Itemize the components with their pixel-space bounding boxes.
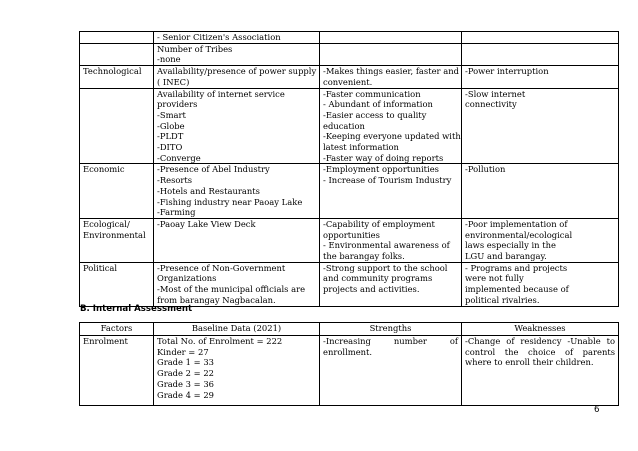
baseline-cell (154, 66, 320, 88)
factor-cell (80, 218, 154, 262)
cell-line: Grade 2 = 22 (157, 368, 214, 379)
cell-line: -Converge (157, 152, 201, 163)
header-weaknesses: Weaknesses (462, 323, 619, 336)
cell-line: convenient. (323, 76, 373, 87)
cell-line: -Presence of Abel Industry (157, 164, 270, 175)
baseline-cell (154, 262, 320, 306)
table-row (80, 32, 619, 44)
cell-line: -Hotels and Restaurants (157, 185, 260, 196)
cell-line: projects and activities. (323, 284, 420, 295)
cell-line: -Globe (157, 120, 185, 131)
factor-label: Technological (83, 66, 142, 77)
cell-line: -Paoay Lake View Deck (157, 218, 256, 229)
cell-line: Availability of internet service (157, 88, 285, 99)
table-row (80, 262, 619, 306)
strengths-cell (320, 88, 462, 164)
weaknesses-cell (462, 88, 619, 164)
cell-line: implemented because of (465, 284, 569, 295)
cell-line: -Smart (157, 109, 186, 120)
cell-line: - Senior Citizen's Association (157, 32, 281, 42)
cell-line: - Increase of Tourism Industry (323, 175, 452, 186)
cell-line: -Most of the municipal officials are (157, 284, 306, 295)
cell-line: and community programs (323, 273, 433, 284)
internal-assessment-table (79, 322, 619, 406)
cell-line: the barangay folks. (323, 251, 405, 262)
cell-line: -Resorts (157, 175, 193, 186)
cell-line: connectivity (465, 99, 517, 110)
cell-line: -none (157, 54, 181, 65)
cell-line: LGU and barangay. (465, 251, 547, 262)
weaknesses-cell: -Change of residency -Unable to control the choice of parents where to enroll their children. (462, 336, 619, 406)
table-row (80, 164, 619, 219)
table-row (80, 336, 619, 406)
table-header-row (80, 323, 619, 336)
strengths-cell: -Increasing number of enrollment. (320, 336, 462, 406)
cell-line: -Easier access to quality (323, 109, 427, 120)
table-row (80, 88, 619, 164)
factor-cell: Enrolment (80, 336, 154, 406)
baseline-cell (154, 32, 320, 44)
factor-label: Economic (83, 164, 125, 175)
strengths-cell (320, 218, 462, 262)
cell-line: -DITO (157, 142, 183, 153)
factor-label: Ecological/ Environmental (83, 218, 146, 240)
weaknesses-cell (462, 43, 619, 65)
cell-line: environmental/ecological (465, 229, 573, 240)
header-strengths: Strengths (320, 323, 462, 336)
cell-line: latest information (323, 142, 399, 153)
factor-label: Political (83, 262, 118, 273)
cell-line: education (323, 120, 365, 131)
cell-line: -Makes things easier, faster and (323, 66, 459, 77)
cell-line: - Programs and projects (465, 262, 568, 273)
cell-line: Total No. of Enrolment = 222 (157, 336, 283, 346)
weaknesses-cell (462, 218, 619, 262)
weaknesses-cell (462, 164, 619, 219)
cell-line: -Pollution (465, 164, 506, 175)
factor-cell (80, 66, 154, 88)
strengths-cell (320, 262, 462, 306)
factor-cell (80, 32, 154, 44)
cell-line: Number of Tribes (157, 43, 233, 54)
cell-line: -Slow internet (465, 88, 526, 99)
baseline-cell (154, 164, 320, 219)
factor-cell (80, 43, 154, 65)
cell-line: -Employment opportunities (323, 164, 439, 175)
cell-line: - Environmental awareness of (323, 240, 450, 251)
cell-line: Grade 4 = 29 (157, 389, 214, 400)
strengths-cell (320, 66, 462, 88)
cell-line: -PLDT (157, 131, 184, 142)
cell-line: Grade 3 = 36 (157, 378, 214, 389)
table-row (80, 66, 619, 88)
factor-cell (80, 164, 154, 219)
cell-line: ( INEC) (157, 76, 190, 87)
header-baseline: Baseline Data (2021) (154, 323, 320, 336)
cell-line: providers (157, 99, 198, 110)
cell-line: from barangay Nagbacalan. (157, 294, 276, 305)
cell-line: -Farming (157, 207, 196, 218)
strengths-cell (320, 164, 462, 219)
cell-line: Organizations (157, 273, 217, 284)
cell-line: -Presence of Non-Government (157, 262, 286, 273)
table-row (80, 218, 619, 262)
external-assessment-table (79, 31, 619, 307)
baseline-cell (154, 88, 320, 164)
table-row (80, 43, 619, 65)
cell-line: Availability/presence of power supply (157, 66, 317, 77)
baseline-cell (154, 218, 320, 262)
cell-line: -Fishing industry near Paoay Lake (157, 196, 303, 207)
section-title: B. Internal Assessment (80, 304, 193, 314)
cell-line: Grade 1 = 33 (157, 357, 214, 368)
cell-line: -Poor implementation of (465, 218, 568, 229)
weaknesses-cell (462, 32, 619, 44)
cell-line: -Strong support to the school (323, 262, 448, 273)
cell-line: -Power interruption (465, 66, 549, 77)
cell-line: political rivalries. (465, 294, 540, 305)
weaknesses-cell (462, 262, 619, 306)
cell-line: opportunities (323, 229, 380, 240)
factor-cell (80, 88, 154, 164)
weaknesses-cell (462, 66, 619, 88)
strengths-cell (320, 32, 462, 44)
cell-line: -Keeping everyone updated with (323, 131, 461, 142)
baseline-cell (154, 43, 320, 65)
baseline-cell (154, 336, 320, 406)
cell-line: -Capability of employment (323, 218, 435, 229)
cell-line: -Faster way of doing reports (323, 152, 444, 163)
cell-line: laws especially in the (465, 240, 556, 251)
page-number: 6 (594, 405, 600, 415)
cell-line: -Faster communication (323, 88, 421, 99)
cell-line: - Abundant of information (323, 99, 433, 110)
cell-line: were not fully (465, 273, 524, 284)
factor-cell (80, 262, 154, 306)
strengths-cell (320, 43, 462, 65)
header-factors: Factors (80, 323, 154, 336)
cell-line: Kinder = 27 (157, 346, 209, 357)
